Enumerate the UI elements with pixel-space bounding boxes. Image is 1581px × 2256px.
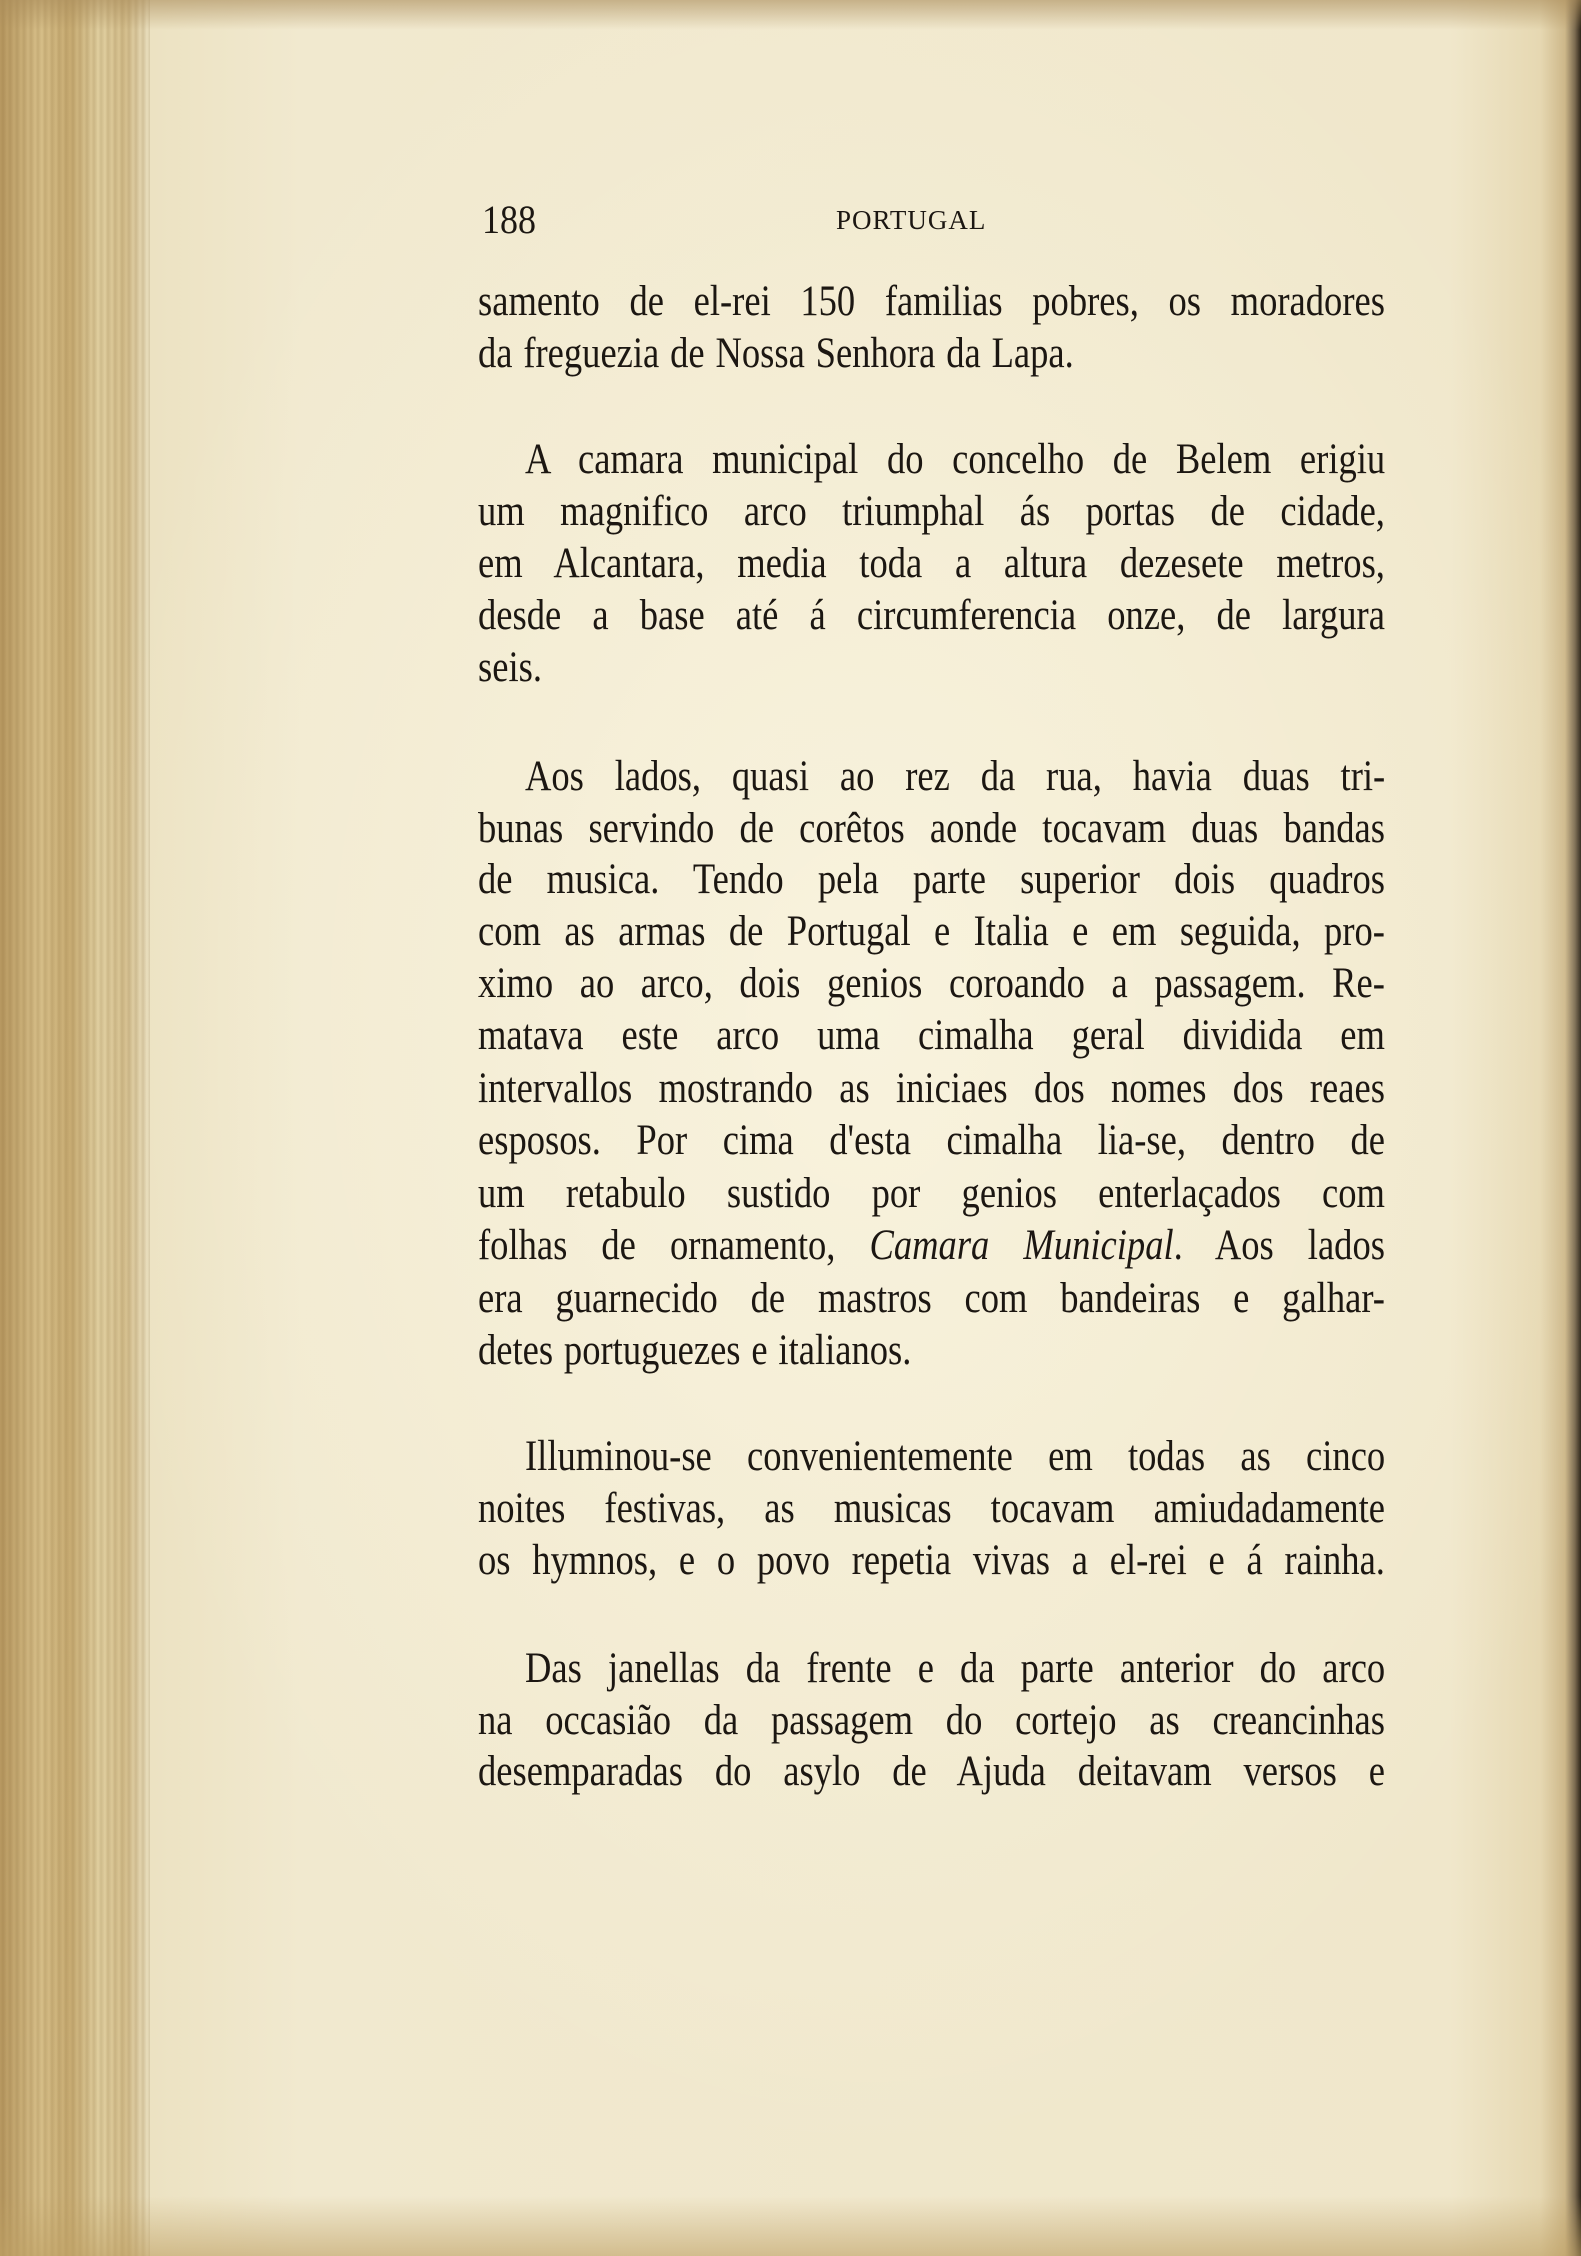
text-line: samento de el-rei 150 familias pobres, os moradores <box>478 278 1385 325</box>
text-line: detes portuguezes e italianos. <box>478 1327 912 1374</box>
text-line: desde a base até á circumferencia onze, de largura <box>478 592 1385 639</box>
text-line: na occasião da passagem do cortejo as creancinhas <box>478 1697 1385 1744</box>
text-line: um retabulo sustido por genios enterlaçados com <box>478 1170 1385 1217</box>
text-line: A camara municipal do concelho de Belem erigiu <box>525 436 1386 483</box>
italic-title: Camara Municipal <box>869 1222 1174 1269</box>
text-line: em Alcantara, media toda a altura dezesete metros, <box>478 540 1385 587</box>
text-segment: folhas de ornamento, <box>478 1222 836 1269</box>
text-line: um magnifico arco triumphal ás portas de cidade, <box>478 488 1385 535</box>
text-line: esposos. Por cima d'esta cimalha lia-se, dentro de <box>478 1117 1385 1164</box>
text-line: desemparadas do asylo de Ajuda deitavam versos e <box>478 1748 1385 1795</box>
text-line: matava este arco uma cimalha geral dividida em <box>478 1012 1385 1059</box>
text-line-with-italic <box>478 1220 1385 1272</box>
worn-page-edges <box>0 0 150 2256</box>
text-line: bunas servindo de corêtos aonde tocavam duas bandas <box>478 805 1385 852</box>
text-line: Aos lados, quasi ao rez da rua, havia duas tri- <box>525 753 1386 800</box>
running-title: PORTUGAL <box>836 205 987 235</box>
text-line: com as armas de Portugal e Italia e em seguida, pro- <box>478 908 1385 955</box>
text-line: da freguezia de Nossa Senhora da Lapa. <box>478 330 1074 377</box>
text-line: Illuminou-se convenientemente em todas as cinco <box>525 1433 1386 1480</box>
page-top-edge <box>0 0 1581 30</box>
text-line: era guarnecido de mastros com bandeiras e galhar- <box>478 1275 1385 1322</box>
text-segment: . Aos lados <box>1173 1222 1385 1269</box>
text-line: os hymnos, e o povo repetia vivas a el-rei e á rainha. <box>478 1537 1385 1584</box>
page-number: 188 <box>482 197 536 242</box>
page-bottom-edge <box>0 2196 1581 2256</box>
text-line: seis. <box>478 644 542 691</box>
text-line: intervallos mostrando as iniciaes dos nomes dos reaes <box>478 1065 1385 1112</box>
text-line: de musica. Tendo pela parte superior dois quadros <box>478 856 1385 903</box>
text-line: Das janellas da frente e da parte anterior do arco <box>525 1645 1386 1692</box>
text-line: noites festivas, as musicas tocavam amiudadamente <box>478 1485 1385 1532</box>
text-line: ximo ao arco, dois genios coroando a passagem. Re- <box>478 960 1385 1007</box>
